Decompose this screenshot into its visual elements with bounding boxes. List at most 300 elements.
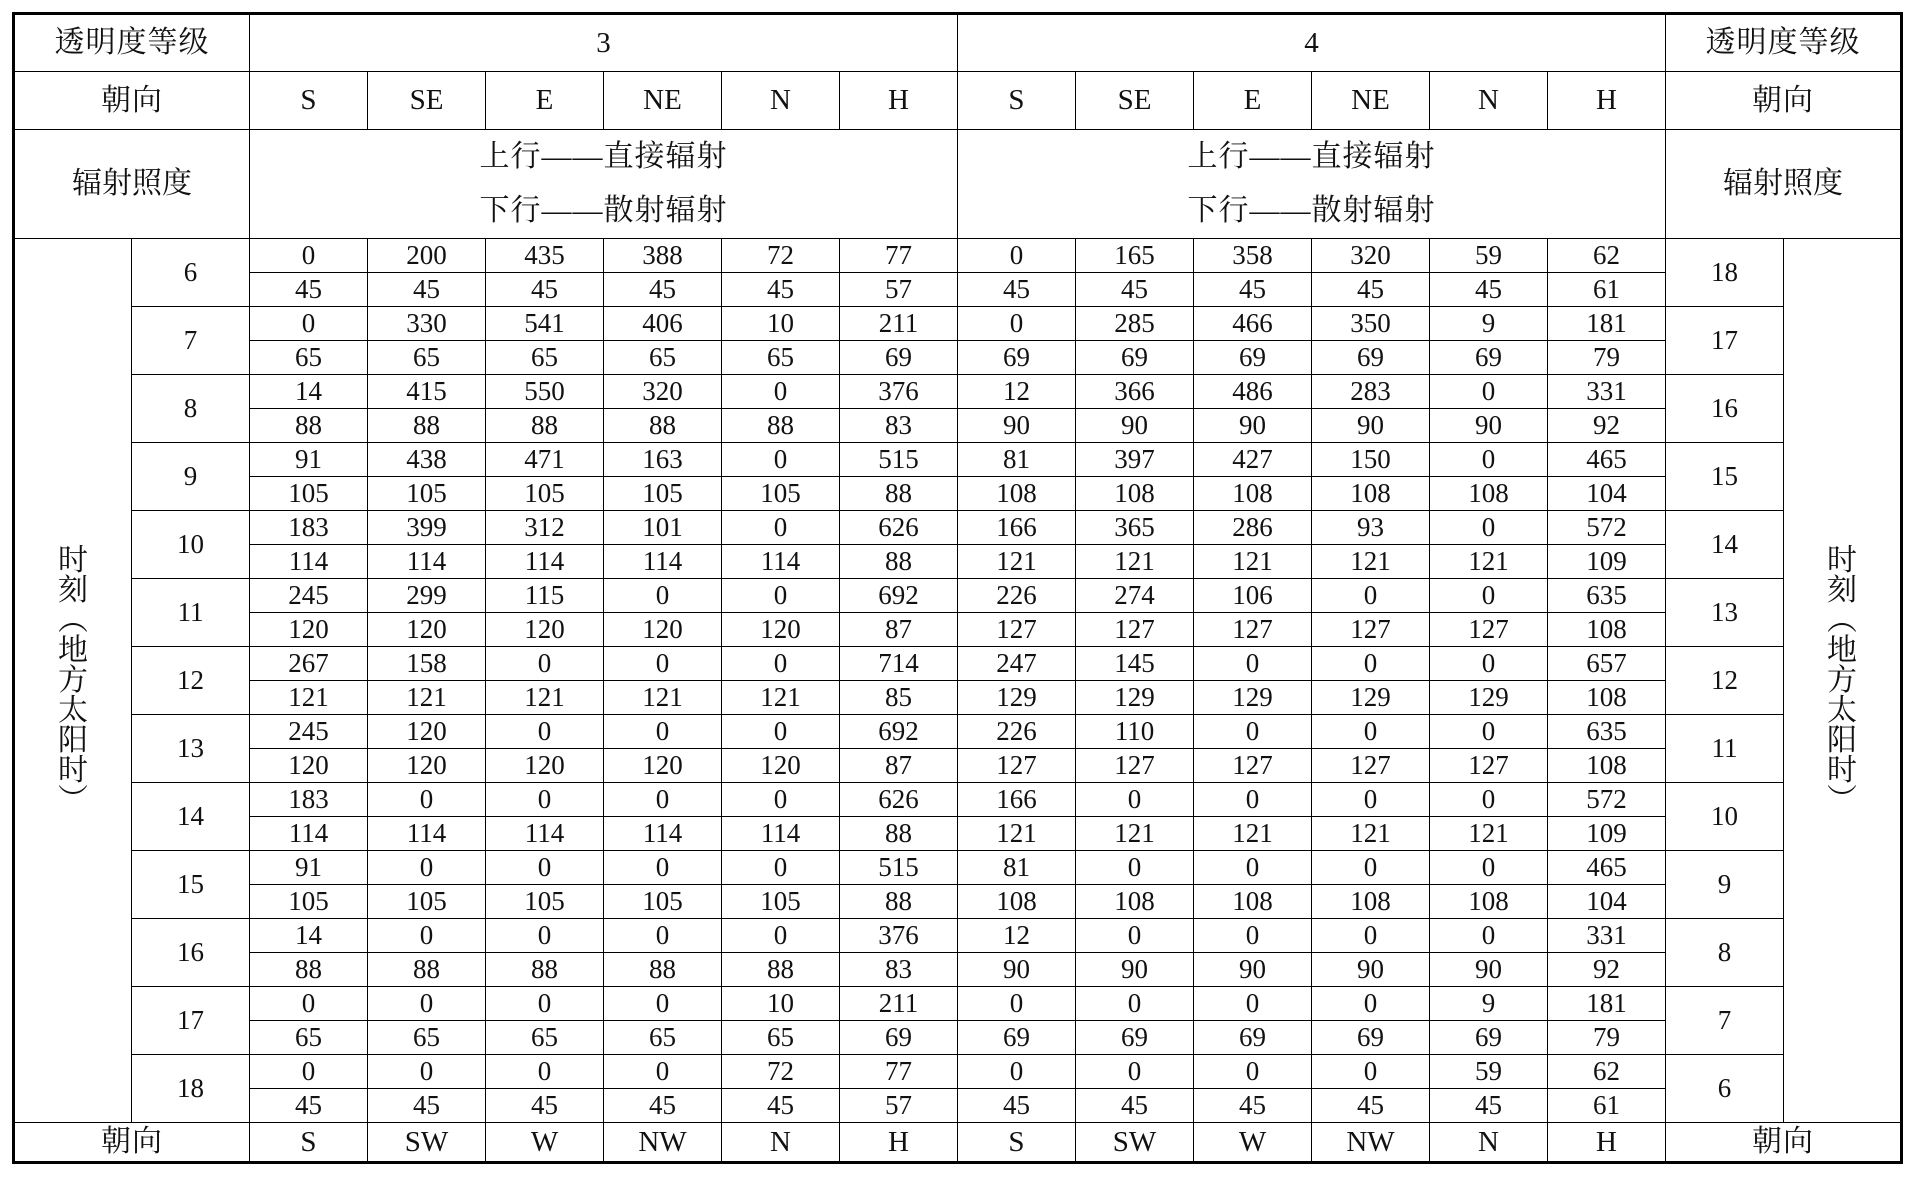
hour-cell-right: 9 (1666, 851, 1784, 919)
direct-radiation-cell: 0 (1430, 783, 1548, 817)
diffuse-radiation-cell: 45 (368, 1089, 486, 1123)
time-label-left (14, 239, 132, 1123)
orientation-header-top: NE (1312, 72, 1430, 130)
diffuse-radiation-cell: 45 (958, 1089, 1076, 1123)
direct-radiation-cell: 0 (604, 715, 722, 749)
hour-cell-right: 11 (1666, 715, 1784, 783)
time-label-char: ︶ (1827, 783, 1857, 817)
diffuse-radiation-cell: 69 (1076, 1021, 1194, 1055)
diffuse-radiation-cell: 88 (840, 885, 958, 919)
transparency-label-left: 透明度等级 (14, 14, 250, 72)
diffuse-radiation-cell: 121 (1312, 817, 1430, 851)
diffuse-radiation-cell: 90 (1076, 953, 1194, 987)
direct-radiation-cell: 350 (1312, 307, 1430, 341)
diffuse-radiation-cell: 120 (368, 613, 486, 647)
diffuse-radiation-cell: 65 (368, 1021, 486, 1055)
diffuse-radiation-cell: 90 (1194, 409, 1312, 443)
diffuse-radiation-cell: 90 (1194, 953, 1312, 987)
hour-cell-left: 14 (132, 783, 250, 851)
diffuse-radiation-cell: 127 (1312, 749, 1430, 783)
time-label-char: 时 (1827, 753, 1857, 787)
direct-radiation-cell: 299 (368, 579, 486, 613)
diffuse-radiation-cell: 88 (722, 409, 840, 443)
diffuse-radiation-cell: 69 (958, 341, 1076, 375)
diffuse-radiation-cell: 87 (840, 749, 958, 783)
direct-radiation-cell: 245 (250, 715, 368, 749)
direct-radiation-cell: 166 (958, 511, 1076, 545)
diffuse-radiation-cell: 79 (1548, 1021, 1666, 1055)
diffuse-radiation-cell: 129 (1312, 681, 1430, 715)
diffuse-radiation-cell: 105 (722, 477, 840, 511)
direct-radiation-cell: 515 (840, 443, 958, 477)
diffuse-radiation-cell: 121 (368, 681, 486, 715)
direct-radiation-cell: 0 (1430, 647, 1548, 681)
direct-radiation-cell: 358 (1194, 239, 1312, 273)
hour-cell-left: 12 (132, 647, 250, 715)
diffuse-radiation-cell: 120 (722, 613, 840, 647)
diffuse-radiation-cell: 108 (1548, 613, 1666, 647)
diffuse-radiation-cell: 45 (1312, 273, 1430, 307)
diffuse-radiation-cell: 127 (1194, 749, 1312, 783)
diffuse-radiation-cell: 65 (486, 341, 604, 375)
direct-radiation-cell: 0 (1076, 1055, 1194, 1089)
direct-radiation-cell: 0 (1194, 647, 1312, 681)
direct-radiation-cell: 0 (250, 987, 368, 1021)
direct-radiation-cell: 165 (1076, 239, 1194, 273)
diffuse-radiation-cell: 45 (604, 273, 722, 307)
direct-radiation-cell: 0 (486, 1055, 604, 1089)
orientation-header-top: NE (604, 72, 722, 130)
direct-radiation-cell: 77 (840, 1055, 958, 1089)
diffuse-radiation-cell: 105 (368, 885, 486, 919)
diffuse-radiation-cell: 121 (250, 681, 368, 715)
direct-radiation-cell: 181 (1548, 307, 1666, 341)
direct-radiation-cell: 0 (368, 783, 486, 817)
direct-radiation-cell: 0 (1194, 919, 1312, 953)
direct-radiation-cell: 91 (250, 443, 368, 477)
direct-radiation-cell: 312 (486, 511, 604, 545)
diffuse-radiation-cell: 105 (486, 885, 604, 919)
orientation-header-top: H (1548, 72, 1666, 130)
diffuse-radiation-cell: 114 (486, 545, 604, 579)
direct-radiation-cell: 91 (250, 851, 368, 885)
diffuse-radiation-cell: 45 (1430, 1089, 1548, 1123)
diffuse-radiation-cell: 69 (958, 1021, 1076, 1055)
direct-radiation-cell: 0 (1076, 851, 1194, 885)
direct-radiation-cell: 0 (958, 239, 1076, 273)
orientation-header-top: S (250, 72, 368, 130)
diffuse-radiation-cell: 114 (486, 817, 604, 851)
direct-radiation-cell: 0 (722, 715, 840, 749)
orientation-header-bottom: NW (604, 1123, 722, 1163)
direct-radiation-cell: 0 (722, 443, 840, 477)
diffuse-radiation-cell: 108 (1548, 681, 1666, 715)
direct-radiation-cell: 72 (722, 1055, 840, 1089)
diffuse-radiation-cell: 120 (604, 749, 722, 783)
time-label-char: 时 (58, 543, 88, 577)
hour-cell-left: 15 (132, 851, 250, 919)
diffuse-radiation-cell: 45 (250, 1089, 368, 1123)
diffuse-radiation-cell: 105 (250, 885, 368, 919)
diffuse-radiation-cell: 65 (250, 341, 368, 375)
direct-radiation-cell: 106 (1194, 579, 1312, 613)
direct-radiation-cell: 0 (1076, 919, 1194, 953)
diffuse-radiation-cell: 120 (368, 749, 486, 783)
direct-radiation-cell: 14 (250, 919, 368, 953)
diffuse-radiation-cell: 121 (486, 681, 604, 715)
direct-radiation-cell: 62 (1548, 239, 1666, 273)
diffuse-radiation-cell: 127 (1194, 613, 1312, 647)
direct-radiation-cell: 285 (1076, 307, 1194, 341)
diffuse-radiation-cell: 88 (368, 953, 486, 987)
time-label-char: 太 (58, 693, 88, 727)
diffuse-radiation-cell: 88 (368, 409, 486, 443)
direct-radiation-cell: 0 (486, 715, 604, 749)
hour-cell-left: 6 (132, 239, 250, 307)
direct-radiation-cell: 0 (722, 783, 840, 817)
diffuse-radiation-cell: 87 (840, 613, 958, 647)
direct-radiation-cell: 427 (1194, 443, 1312, 477)
direct-radiation-cell: 692 (840, 579, 958, 613)
direct-radiation-cell: 366 (1076, 375, 1194, 409)
direct-radiation-cell: 211 (840, 987, 958, 1021)
hour-cell-right: 16 (1666, 375, 1784, 443)
direct-radiation-cell: 81 (958, 851, 1076, 885)
diffuse-radiation-cell: 45 (1194, 1089, 1312, 1123)
hour-cell-left: 7 (132, 307, 250, 375)
direct-radiation-cell: 0 (604, 579, 722, 613)
direct-radiation-cell: 471 (486, 443, 604, 477)
diffuse-radiation-cell: 121 (1194, 817, 1312, 851)
direct-radiation-cell: 399 (368, 511, 486, 545)
diffuse-radiation-cell: 121 (958, 817, 1076, 851)
hour-cell-right: 15 (1666, 443, 1784, 511)
diffuse-radiation-cell: 69 (1430, 1021, 1548, 1055)
diffuse-radiation-cell: 90 (958, 409, 1076, 443)
diffuse-radiation-cell: 109 (1548, 817, 1666, 851)
legend-direct-text: 上行——直接辐射 (1187, 140, 1436, 173)
direct-radiation-cell: 0 (604, 987, 722, 1021)
direct-radiation-cell: 0 (1430, 851, 1548, 885)
legend-level-4 (958, 130, 1666, 239)
direct-radiation-cell: 365 (1076, 511, 1194, 545)
time-label-char: 阳 (1827, 723, 1857, 757)
direct-radiation-cell: 0 (604, 919, 722, 953)
direct-radiation-cell: 0 (1312, 647, 1430, 681)
diffuse-radiation-cell: 88 (840, 477, 958, 511)
direct-radiation-cell: 110 (1076, 715, 1194, 749)
diffuse-radiation-cell: 45 (1076, 1089, 1194, 1123)
direct-radiation-cell: 0 (1430, 919, 1548, 953)
diffuse-radiation-cell: 57 (840, 273, 958, 307)
orientation-header-top: H (840, 72, 958, 130)
direct-radiation-cell: 59 (1430, 1055, 1548, 1089)
diffuse-radiation-cell: 105 (250, 477, 368, 511)
direct-radiation-cell: 0 (368, 851, 486, 885)
diffuse-radiation-cell: 129 (1430, 681, 1548, 715)
direct-radiation-cell: 0 (1076, 987, 1194, 1021)
direct-radiation-cell: 626 (840, 783, 958, 817)
time-label-char: 地 (58, 633, 88, 667)
diffuse-radiation-cell: 88 (840, 817, 958, 851)
diffuse-radiation-cell: 45 (958, 273, 1076, 307)
hour-cell-left: 11 (132, 579, 250, 647)
diffuse-radiation-cell: 108 (1194, 477, 1312, 511)
orientation-header-bottom: H (1548, 1123, 1666, 1163)
direct-radiation-cell: 267 (250, 647, 368, 681)
diffuse-radiation-cell: 92 (1548, 409, 1666, 443)
diffuse-radiation-cell: 120 (486, 749, 604, 783)
transparency-level-4: 4 (958, 14, 1666, 72)
hour-cell-right: 8 (1666, 919, 1784, 987)
diffuse-radiation-cell: 83 (840, 409, 958, 443)
direct-radiation-cell: 486 (1194, 375, 1312, 409)
diffuse-radiation-cell: 88 (722, 953, 840, 987)
direct-radiation-cell: 0 (486, 647, 604, 681)
diffuse-radiation-cell: 120 (250, 613, 368, 647)
time-label-char: 方 (58, 663, 88, 697)
diffuse-radiation-cell: 88 (486, 953, 604, 987)
transparency-label-right: 透明度等级 (1666, 14, 1902, 72)
direct-radiation-cell: 635 (1548, 715, 1666, 749)
time-label-char: ︶ (58, 783, 88, 817)
direct-radiation-cell: 435 (486, 239, 604, 273)
direct-radiation-cell: 572 (1548, 783, 1666, 817)
legend-diffuse-text: 下行——散射辐射 (1187, 194, 1436, 227)
direct-radiation-cell: 283 (1312, 375, 1430, 409)
orientation-header-bottom: S (958, 1123, 1076, 1163)
direct-radiation-cell: 0 (604, 783, 722, 817)
diffuse-radiation-cell: 129 (1076, 681, 1194, 715)
diffuse-radiation-cell: 108 (1076, 477, 1194, 511)
orientation-header-top: SE (368, 72, 486, 130)
direct-radiation-cell: 0 (1430, 715, 1548, 749)
diffuse-radiation-cell: 127 (958, 749, 1076, 783)
direct-radiation-cell: 0 (1430, 443, 1548, 477)
diffuse-radiation-cell: 114 (722, 545, 840, 579)
diffuse-radiation-cell: 114 (368, 545, 486, 579)
diffuse-radiation-cell: 45 (1076, 273, 1194, 307)
diffuse-radiation-cell: 127 (1430, 749, 1548, 783)
diffuse-radiation-cell: 69 (1194, 1021, 1312, 1055)
hour-cell-right: 18 (1666, 239, 1784, 307)
diffuse-radiation-cell: 121 (958, 545, 1076, 579)
direct-radiation-cell: 331 (1548, 919, 1666, 953)
direct-radiation-cell: 274 (1076, 579, 1194, 613)
direct-radiation-cell: 115 (486, 579, 604, 613)
direct-radiation-cell: 0 (1430, 511, 1548, 545)
diffuse-radiation-cell: 120 (604, 613, 722, 647)
orientation-header-bottom: W (1194, 1123, 1312, 1163)
orientation-header-bottom: SW (1076, 1123, 1194, 1163)
irradiance-label-right: 辐射照度 (1666, 130, 1902, 239)
diffuse-radiation-cell: 69 (1430, 341, 1548, 375)
direct-radiation-cell: 0 (250, 239, 368, 273)
direct-radiation-cell: 406 (604, 307, 722, 341)
orientation-label-left: 朝向 (14, 72, 250, 130)
direct-radiation-cell: 101 (604, 511, 722, 545)
direct-radiation-cell: 0 (1312, 715, 1430, 749)
diffuse-radiation-cell: 127 (958, 613, 1076, 647)
direct-radiation-cell: 0 (1430, 579, 1548, 613)
direct-radiation-cell: 81 (958, 443, 1076, 477)
direct-radiation-cell: 320 (1312, 239, 1430, 273)
diffuse-radiation-cell: 104 (1548, 477, 1666, 511)
direct-radiation-cell: 163 (604, 443, 722, 477)
direct-radiation-cell: 0 (486, 987, 604, 1021)
direct-radiation-cell: 93 (1312, 511, 1430, 545)
time-label-char: 时 (58, 753, 88, 787)
diffuse-radiation-cell: 120 (486, 613, 604, 647)
diffuse-radiation-cell: 127 (1430, 613, 1548, 647)
direct-radiation-cell: 183 (250, 511, 368, 545)
direct-radiation-cell: 0 (722, 647, 840, 681)
diffuse-radiation-cell: 108 (1430, 477, 1548, 511)
orientation-header-bottom: H (840, 1123, 958, 1163)
diffuse-radiation-cell: 57 (840, 1089, 958, 1123)
diffuse-radiation-cell: 108 (1548, 749, 1666, 783)
direct-radiation-cell: 0 (1430, 375, 1548, 409)
direct-radiation-cell: 0 (722, 919, 840, 953)
legend-level-3 (250, 130, 958, 239)
direct-radiation-cell: 181 (1548, 987, 1666, 1021)
time-label-char: 地 (1827, 633, 1857, 667)
diffuse-radiation-cell: 105 (604, 477, 722, 511)
irradiance-label-left: 辐射照度 (14, 130, 250, 239)
diffuse-radiation-cell: 121 (1430, 817, 1548, 851)
direct-radiation-cell: 0 (486, 851, 604, 885)
direct-radiation-cell: 200 (368, 239, 486, 273)
direct-radiation-cell: 0 (1312, 783, 1430, 817)
direct-radiation-cell: 0 (1312, 919, 1430, 953)
diffuse-radiation-cell: 120 (722, 749, 840, 783)
orientation-header-top: SE (1076, 72, 1194, 130)
hour-cell-right: 10 (1666, 783, 1784, 851)
diffuse-radiation-cell: 65 (722, 341, 840, 375)
legend-diffuse-text: 下行——散射辐射 (479, 194, 728, 227)
direct-radiation-cell: 692 (840, 715, 958, 749)
time-label-char: 阳 (58, 723, 88, 757)
direct-radiation-cell: 59 (1430, 239, 1548, 273)
time-label-char: 刻 (58, 573, 88, 607)
diffuse-radiation-cell: 114 (250, 817, 368, 851)
diffuse-radiation-cell: 108 (1312, 885, 1430, 919)
diffuse-radiation-cell: 69 (1194, 341, 1312, 375)
direct-radiation-cell: 0 (1312, 1055, 1430, 1089)
diffuse-radiation-cell: 90 (1430, 953, 1548, 987)
orientation-header-bottom: NW (1312, 1123, 1430, 1163)
diffuse-radiation-cell: 65 (722, 1021, 840, 1055)
legend-direct-text: 上行——直接辐射 (479, 140, 728, 173)
diffuse-radiation-cell: 108 (958, 885, 1076, 919)
diffuse-radiation-cell: 45 (486, 273, 604, 307)
diffuse-radiation-cell: 105 (722, 885, 840, 919)
direct-radiation-cell: 120 (368, 715, 486, 749)
direct-radiation-cell: 72 (722, 239, 840, 273)
diffuse-radiation-cell: 104 (1548, 885, 1666, 919)
orientation-header-top: E (1194, 72, 1312, 130)
direct-radiation-cell: 0 (958, 1055, 1076, 1089)
diffuse-radiation-cell: 127 (1312, 613, 1430, 647)
direct-radiation-cell: 572 (1548, 511, 1666, 545)
orientation-header-bottom: SW (368, 1123, 486, 1163)
diffuse-radiation-cell: 109 (1548, 545, 1666, 579)
direct-radiation-cell: 0 (368, 987, 486, 1021)
orientation-label-bottom-left: 朝向 (14, 1123, 250, 1163)
direct-radiation-cell: 14 (250, 375, 368, 409)
diffuse-radiation-cell: 90 (1430, 409, 1548, 443)
hour-cell-right: 17 (1666, 307, 1784, 375)
direct-radiation-cell: 550 (486, 375, 604, 409)
direct-radiation-cell: 10 (722, 307, 840, 341)
diffuse-radiation-cell: 65 (250, 1021, 368, 1055)
diffuse-radiation-cell: 88 (250, 409, 368, 443)
direct-radiation-cell: 245 (250, 579, 368, 613)
diffuse-radiation-cell: 129 (1194, 681, 1312, 715)
diffuse-radiation-cell: 69 (840, 1021, 958, 1055)
direct-radiation-cell: 388 (604, 239, 722, 273)
orientation-header-top: N (1430, 72, 1548, 130)
diffuse-radiation-cell: 121 (1194, 545, 1312, 579)
diffuse-radiation-cell: 108 (1194, 885, 1312, 919)
direct-radiation-cell: 183 (250, 783, 368, 817)
direct-radiation-cell: 0 (1312, 987, 1430, 1021)
direct-radiation-cell: 0 (958, 987, 1076, 1021)
diffuse-radiation-cell: 114 (250, 545, 368, 579)
time-label-char: 刻 (1827, 573, 1857, 607)
direct-radiation-cell: 0 (486, 919, 604, 953)
orientation-label-right: 朝向 (1666, 72, 1902, 130)
diffuse-radiation-cell: 45 (604, 1089, 722, 1123)
direct-radiation-cell: 331 (1548, 375, 1666, 409)
diffuse-radiation-cell: 121 (1076, 817, 1194, 851)
time-label-char: 太 (1827, 693, 1857, 727)
direct-radiation-cell: 465 (1548, 443, 1666, 477)
direct-radiation-cell: 12 (958, 919, 1076, 953)
diffuse-radiation-cell: 88 (840, 545, 958, 579)
hour-cell-left: 13 (132, 715, 250, 783)
direct-radiation-cell: 62 (1548, 1055, 1666, 1089)
diffuse-radiation-cell: 45 (368, 273, 486, 307)
diffuse-radiation-cell: 114 (604, 545, 722, 579)
diffuse-radiation-cell: 69 (1312, 341, 1430, 375)
direct-radiation-cell: 0 (1076, 783, 1194, 817)
diffuse-radiation-cell: 121 (604, 681, 722, 715)
time-label-right (1784, 239, 1902, 1123)
direct-radiation-cell: 10 (722, 987, 840, 1021)
orientation-header-bottom: N (722, 1123, 840, 1163)
diffuse-radiation-cell: 45 (1194, 273, 1312, 307)
direct-radiation-cell: 77 (840, 239, 958, 273)
direct-radiation-cell: 0 (1312, 579, 1430, 613)
diffuse-radiation-cell: 114 (604, 817, 722, 851)
diffuse-radiation-cell: 127 (1076, 613, 1194, 647)
diffuse-radiation-cell: 90 (1312, 953, 1430, 987)
hour-cell-right: 6 (1666, 1055, 1784, 1123)
direct-radiation-cell: 635 (1548, 579, 1666, 613)
orientation-header-top: E (486, 72, 604, 130)
direct-radiation-cell: 626 (840, 511, 958, 545)
direct-radiation-cell: 397 (1076, 443, 1194, 477)
direct-radiation-cell: 0 (722, 851, 840, 885)
diffuse-radiation-cell: 90 (1076, 409, 1194, 443)
direct-radiation-cell: 226 (958, 715, 1076, 749)
diffuse-radiation-cell: 108 (958, 477, 1076, 511)
hour-cell-left: 8 (132, 375, 250, 443)
diffuse-radiation-cell: 121 (1312, 545, 1430, 579)
diffuse-radiation-cell: 65 (604, 341, 722, 375)
direct-radiation-cell: 0 (250, 307, 368, 341)
